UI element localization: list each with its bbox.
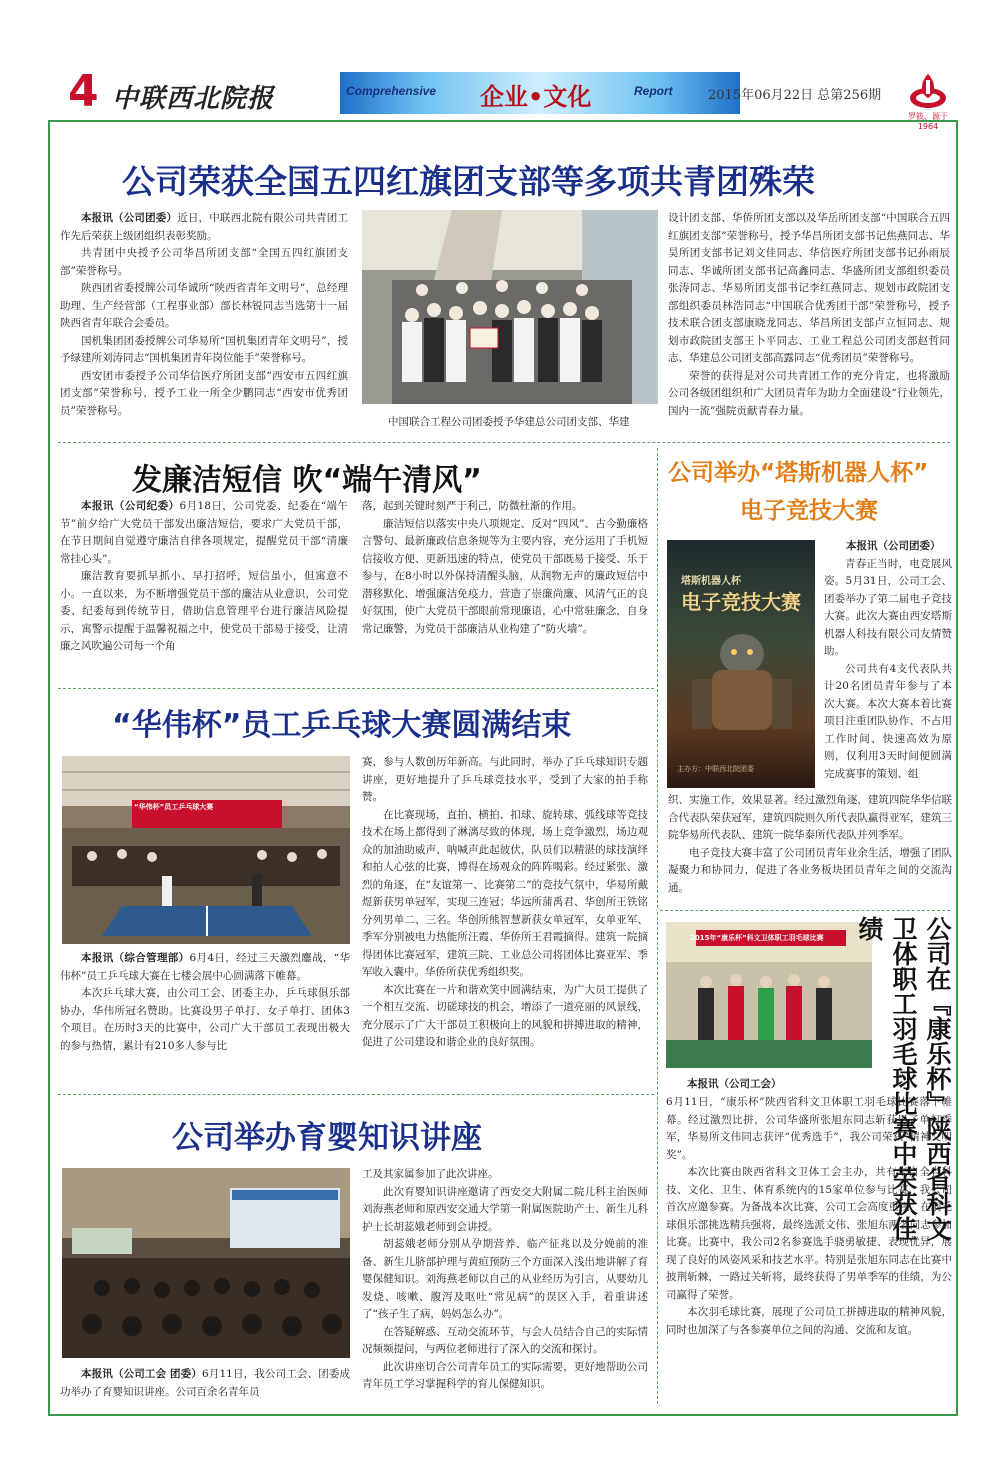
article2-title: 发廉洁短信 吹“端午清风” bbox=[132, 463, 482, 498]
divider bbox=[660, 910, 950, 911]
section-en-left: Comprehensive bbox=[346, 84, 437, 98]
article4-col2 bbox=[362, 754, 648, 1084]
divider bbox=[58, 688, 654, 689]
article1-p3: 陕西团省委授牌公司华诚所“陕西省青年文明号”，总经理助理、生产经营部（工程事业部）部长林锐同志当选第十一届陕西省青年联合会委员。 bbox=[60, 282, 348, 329]
article4-p5: 本次比赛在一片和谐欢笑中圆满结束，为广大员工提供了一个相互交流、切磋球技的机会，增添了一道亮丽的风景线，充分展示了广大干部员工积极向上的风貌和拼搏进取的精神，促进了公司建设和谐企业的良好氛围。 bbox=[362, 983, 648, 1048]
logo-tagline: 罗筱、源于1964 bbox=[908, 112, 948, 131]
robot-figure-icon bbox=[687, 624, 797, 754]
article3-full bbox=[668, 792, 952, 902]
article4-banner-text: “华伟杯”员工乒乓球大赛 bbox=[134, 803, 214, 811]
article2-p3: 落，起到关键时刻严于利己，防微杜渐的作用。 bbox=[362, 500, 583, 512]
article1-title: 公司荣获全国五四红旗团支部等多项共青团殊荣 bbox=[122, 162, 815, 201]
divider bbox=[657, 912, 658, 1404]
divider bbox=[657, 448, 658, 908]
article3-p3: 织、实施工作，效果显著。经过激烈角逐，建筑四院华华信联合代表队荣获冠军，建筑四院则久所代表队赢得亚军，建筑三院华易所代表队、建筑一院华泰所代表队并列季军。 bbox=[668, 794, 952, 841]
article6-lecture-photo bbox=[62, 1168, 350, 1358]
masthead: 中联西北院报 bbox=[112, 84, 275, 114]
section-band bbox=[340, 72, 740, 114]
article2-col1 bbox=[60, 498, 348, 678]
article4-title: “华伟杯”员工乒乓球大赛圆满结束 bbox=[112, 708, 572, 743]
poster-bottom-text: 主办方：中联西北院团委 bbox=[677, 765, 754, 773]
article1-col3 bbox=[668, 210, 950, 434]
divider bbox=[58, 1094, 654, 1095]
article4-p4: 在比赛现场，直拍、横拍、扣球、旋转球、弧线球等竞技技术在场上都得到了淋漓尽致的体现，场上竞争激烈，场边观众的加油助威声、呐喊声此起彼伏，队员们以精湛的球技演绎和拍人心弦的比赛，博得在场观众的阵阵喝彩。经过紧张、激烈的角逐，在“友谊第一、比赛第二”的竞技气氛中，华易所戴煜新获男单冠军，实现三连冠；华远所蒲禹君、华创所王铁铭分列男单二、三名。华创所熊智慧新获女单冠军，女单亚军、季军分别被电力热能所汪霞、华侨所王君霞摘得。建筑一院摘得团体比赛冠军，建筑三院、工业总公司将团体比赛亚军、季军收入囊中。华侨所获优秀组织奖。 bbox=[362, 808, 648, 978]
article5-p2: 本次比赛由陕西省科文卫体工会主办，共有来自全省科技、文化、卫生、体育系统内的15家单位参与比赛，我公司首次应邀参赛。为备战本次比赛，公司工会高度重视，在羽毛球俱乐部挑选精兵强将，最终选派文伟、张旭东两名同志参加比赛。比赛中，我公司2名参赛选手骁勇敏捷、表现优异，展现了良好的风姿风采和技艺水平。特别是张旭东同志在比赛中披荆斩棘，一路过关斩将，最终获得了男单季军的佳绩，为公司赢得了荣誉。 bbox=[666, 1166, 952, 1301]
article6-byline: 本报讯（公司工会 团委） bbox=[81, 1368, 202, 1380]
article1-photo-caption: 中国联合工程公司团委授予华建总公司团支部、华建 bbox=[388, 416, 630, 428]
article4-p1: 6月4日，经过三天激烈鏖战，“华伟杯”员工乒乓球大赛在七楼会展中心圆满落下帷幕。 bbox=[60, 952, 350, 982]
article6-p4: 胡蕊娥老师分别从孕期营养、临产征兆以及分娩前的准备、新生儿脐部护理与黄疸预防三个方面深入浅出地讲解了育婴保健知识。刘海燕老师以自己的从业经历为引言，从婴幼儿发烧、咳嗽、腹泻及呕吐“常见病”的误区入手，着重讲述了“孩子生了病，妈妈怎么办”。 bbox=[362, 1238, 648, 1320]
article5-banner-text: 2015年“康乐杯”科文卫体职工羽毛球比赛 bbox=[690, 934, 824, 942]
article1-p2: 共青团中央授予公司华昌所团支部“全国五四红旗团支部”荣誉称号。 bbox=[60, 247, 348, 277]
article1-p1: 近日，中联西北院有限公司共青团工作先后荣获上级团组织表彰奖励。 bbox=[60, 212, 348, 242]
divider bbox=[58, 442, 950, 443]
article1-p6: 设计团支部、华侨所团支部以及华岳所团支部“中国联合五四红旗团支部”荣誉称号，授予华昌所团支部书记焦燕同志、华昊所团支部书记刘文佳同志、华信医疗所团支部书记孙雨辰同志、华诚所团支部书记高鑫同志、华盛所团支部组织委员张涛同志、华易所团支部书记李红燕同志、规划市政院团支部组织委员林浩同志“中国联合优秀团干部”荣誉称号，授予技术联合团支部康晓龙同志、华昌所团支部卢立恒同志、规划市政院团支部王卜平同志、工业工程总公司团支部赵哲同志、华建总公司团支部高露同志“优秀团员”荣誉称号。 bbox=[668, 212, 950, 364]
article3-side bbox=[824, 538, 952, 790]
article5-byline: 本报讯（公司工会） bbox=[687, 1078, 782, 1090]
article3-p2: 公司共有4支代表队共计20名团员青年参与了本次大赛。本次大赛本着比赛项目注重团队协作、不占用工作时间、快速高效为原则，仅利用3天时间便圆满完成赛事的策划、组 bbox=[824, 662, 952, 780]
article1-p4: 国机集团团委授牌公司华易所“国机集团青年文明号”，授予绿建所刘涛同志“国机集团青年岗位能手”荣誉称号。 bbox=[60, 334, 348, 364]
article1-p5: 西安团市委授予公司华信医疗所团支部“西安市五四红旗团支部”荣誉称号，授予工业一所全少鹏同志“西安市优秀团员”荣誉称号。 bbox=[60, 369, 348, 417]
article5-p3: 本次羽毛球比赛，展现了公司员工拼搏进取的精神风貌，同时也加深了与各参赛单位之间的沟通、交流和友谊。 bbox=[666, 1306, 952, 1336]
article3-byline: 本报讯（公司团委） bbox=[846, 540, 941, 552]
poster-title: 电子竞技大赛 bbox=[681, 590, 801, 614]
article4-pingpong-photo bbox=[62, 756, 350, 944]
article1-byline: 本报讯（公司团委） bbox=[81, 212, 178, 224]
article1-group-photo bbox=[362, 210, 658, 404]
company-logo-icon bbox=[908, 72, 948, 112]
article6-col2 bbox=[362, 1166, 648, 1408]
article1-col1 bbox=[60, 210, 348, 432]
poster-top-text: 塔斯机器人杯 bbox=[681, 576, 741, 587]
article5-title: 公司在『康乐杯』陕西省科文卫体职工羽毛球比赛中荣获佳绩 bbox=[855, 916, 952, 1241]
article4-p3: 赛，参与人数创历年新高。与此同时，举办了乒乓球知识专题讲座，更好地提升了乒乓球竞技水平，受到了大家的拍手称赞。 bbox=[362, 756, 648, 803]
article3-p1: 青春正当时，电竞展风姿。5月31日，公司工会、团委举办了第二届电子竞技大赛。此次大赛由西安塔斯机器人科技有限公司友情赞助。 bbox=[824, 557, 952, 657]
article2-byline: 本报讯（公司纪委） bbox=[81, 500, 180, 512]
section-en-right: Report bbox=[634, 84, 673, 98]
article1-p7: 荣誉的获得是对公司共青团工作的充分肯定，也将激励公司各级团组织和广大团员青年为助力全面建设“行业领先，国内一流”强院贡献青春力量。 bbox=[668, 369, 950, 417]
article6-p1: 6月11日，我公司工会、团委成功举办了育婴知识讲座。公司百余名青年员 bbox=[60, 1368, 350, 1398]
article2-p1: 6月18日，公司党委、纪委在“端午节”前夕给广大党员干部发出廉洁短信，要求广大党员干部，在节日期间自觉遵守廉洁自律各项规定，提醒党员干部“清廉常挂心头”。 bbox=[60, 500, 348, 565]
page-header bbox=[48, 64, 958, 131]
page-number: 4 bbox=[68, 66, 99, 117]
section-title: 企业•文化 bbox=[480, 83, 592, 111]
article6-p3: 此次育婴知识讲座邀请了西安交大附属二院儿科主治医师刘海燕老师和原西安交通大学第一附属医院助产士、新生儿科护士长胡蕊娥老师到会讲授。 bbox=[362, 1185, 648, 1233]
article6-p5: 在答疑解惑、互动交流环节，与会人员结合自己的实际情况频频提问，与两位老师进行了深入的交流和探讨。 bbox=[362, 1325, 648, 1355]
issue-date: 2015年06月22日 总第256期 bbox=[708, 88, 882, 103]
article3-poster bbox=[667, 540, 815, 788]
article2-p4: 廉洁短信以落实中央八项规定、反对“四风”、古今勤廉格言警句、最新廉政信息条规等为主要内容，充分运用了手机短信接收方便、更新迅速的特点，使党员干部既易于接受、乐于参与，在8小时以外保持清醒头脑，从润物无声的廉政短信中潜移默化、增强廉洁免疫力，营造了崇廉尚廉、风清气正的良好氛围，使广大党员干部眼前常现廉语，心中常驻廉念，自身常记廉警，为党员干部廉洁从业构建了“防火墙”。 bbox=[362, 517, 648, 635]
article3-title-line1: 公司举办“塔斯机器人杯” bbox=[668, 460, 929, 486]
article5-badminton-photo bbox=[666, 922, 872, 1068]
article5-p1: 6月11日，“康乐杯”陕西省科文卫体职工羽毛球比赛落下帷幕。经过激烈比拼，公司华盛所张旭东同志斩获男子单打季军，华易所文伟同志获评“优秀选手”，我公司荣获“精神文明奖”。 bbox=[666, 1096, 952, 1161]
article3-title-line2: 电子竞技大赛 bbox=[740, 498, 878, 524]
article6-col1 bbox=[60, 1366, 350, 1408]
article4-byline: 本报讯（综合管理部） bbox=[81, 952, 190, 964]
article5-body bbox=[666, 1094, 952, 1406]
article3-p4: 电子竞技大赛丰富了公司团员青年业余生活，增强了团队凝聚力和协同力，促进了各业务板块团员青年之间的交流沟通。 bbox=[668, 846, 952, 894]
article4-p2: 本次乒乓球大赛，由公司工会、团委主办，乒乓球俱乐部协办，华伟所冠名赞助。比赛设男子单打、女子单打、团体3个项目。在历时3天的比赛中，公司广大干部员工表现出极大的参与热情，累计有210多人参与比 bbox=[60, 987, 350, 1052]
article6-p2: 工及其家属参加了此次讲座。 bbox=[362, 1168, 499, 1180]
article4-col1 bbox=[60, 950, 350, 1082]
article6-p6: 此次讲座切合公司青年员工的实际需要，更好地帮助公司青年员工学习掌握科学的育儿保健知识。 bbox=[362, 1360, 648, 1390]
article2-p2: 廉洁教育要抓早抓小、早打招呼，短信虽小，但寓意不小。一直以来，为不断增强党员干部的廉洁从业意识，公司党委、纪委每到传统节日，借助信息管理平台进行廉洁风险提示，寓警示提醒于温馨祝福之中，使党员干部易于接受，让清廉之风吹遍公司每一个角 bbox=[60, 570, 348, 652]
article2-col2 bbox=[362, 498, 648, 678]
article6-title: 公司举办育婴知识讲座 bbox=[172, 1120, 482, 1156]
